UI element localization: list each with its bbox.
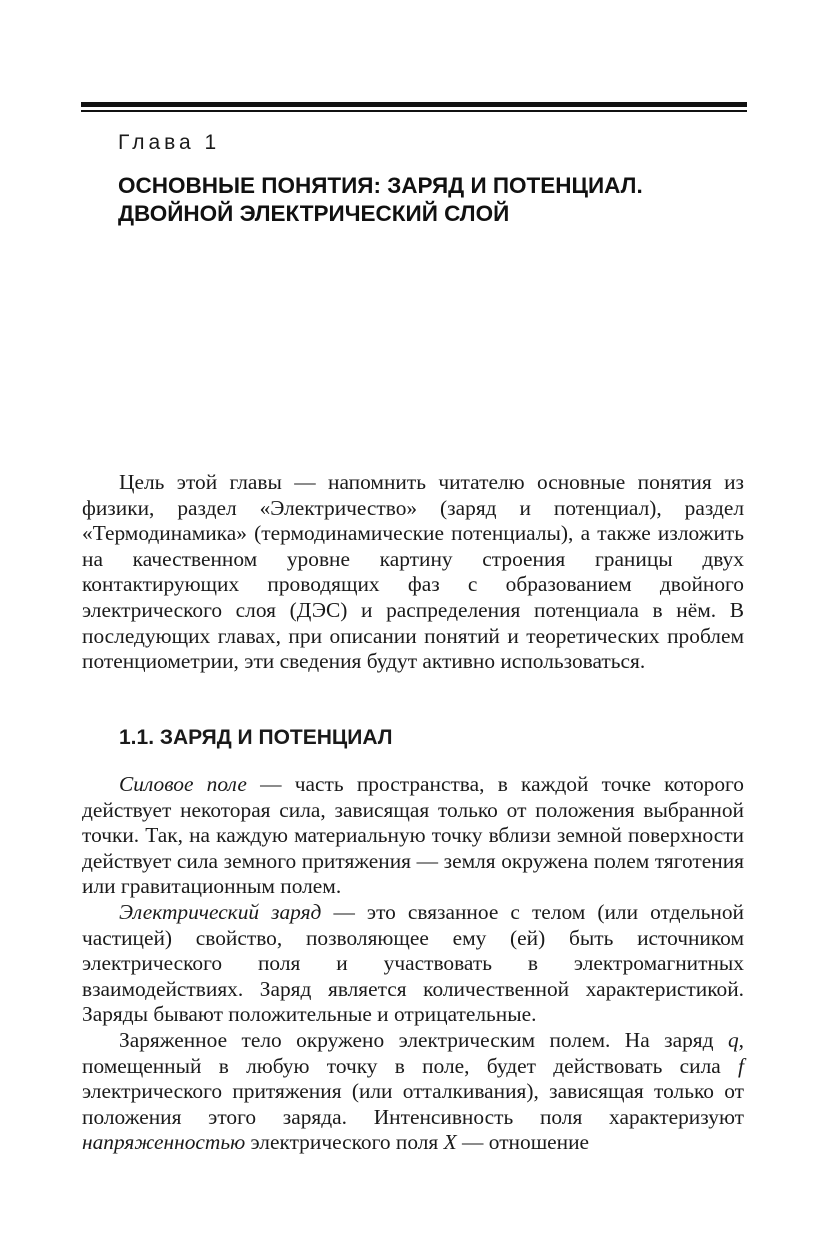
paragraph-force-field-text: — часть пространства, в каждой точке которого действует некоторая сила, зависящая только от положения выбранной точки. Так, на каждую материальную точку вблизи земной поверхности действует сила земного притяжения — земля окружена полем тяготения или гравитационным полем. <box>82 772 744 899</box>
header-rule-thick <box>81 102 747 107</box>
symbol-f: f <box>738 1053 744 1078</box>
chapter-title-line-1: ОСНОВНЫЕ ПОНЯТИЯ: ЗАРЯД И ПОТЕНЦИАЛ. <box>118 173 643 198</box>
term-force-field: Силовое поле <box>119 772 247 796</box>
chapter-title <box>118 172 748 228</box>
term-field-strength: напряженностью <box>82 1130 246 1155</box>
chapter-label: Глава 1 <box>118 131 221 154</box>
chapter-title-line-2: ДВОЙНОЙ ЭЛЕКТРИЧЕСКИЙ СЛОЙ <box>118 201 510 226</box>
symbol-x: X <box>443 1130 457 1155</box>
paragraph-electric-charge-text: — это связанное с телом (или отдельной частицей) свойство, позволяющее ему (ей) быть источником электрического поля и участвовать в электромагнитных взаимодействиях. Заряд является количественной характеристикой. Заряды бывают положительные и отрицательные. <box>82 899 744 1027</box>
intro-paragraph: Цель этой главы — напомнить читателю основные понятия из физики, раздел «Электричество» (заряд и потенциал), раздел «Термодинамика» (термодинамические потенциалы), а также изложить на качественном уровне картину строения границы двух контактирующих проводящих фаз с образованием двойного электрического слоя (ДЭС) и распределения потенциала в нём. В последующих главах, при описании понятий и теоретических проблем потенциометрии, эти сведения будут активно использоваться. <box>82 470 744 674</box>
p3-text-c: электрического притяжения (или отталкивания), зависящая только от положения этого заряда. Интенсивность поля характеризуют <box>82 1079 744 1129</box>
p3-text-b: , помещенный в любую точку в поле, будет действовать сила <box>82 1027 744 1078</box>
header-rule-thin <box>81 110 747 112</box>
paragraph-field-intensity <box>82 1028 744 1156</box>
section-heading: 1.1. ЗАРЯД И ПОТЕНЦИАЛ <box>119 726 393 749</box>
symbol-q: q <box>727 1027 739 1052</box>
term-electric-charge: Электрический заряд <box>119 899 322 924</box>
section-body <box>82 772 744 1156</box>
paragraph-force-field <box>82 772 744 900</box>
p3-text-e: — отношение <box>456 1130 590 1155</box>
p3-text-a: Заряженное тело окружено электрическим полем. На заряд <box>119 1027 728 1052</box>
paragraph-electric-charge <box>82 900 744 1028</box>
p3-text-d: электрического поля <box>245 1130 444 1155</box>
intro-block <box>82 470 744 675</box>
